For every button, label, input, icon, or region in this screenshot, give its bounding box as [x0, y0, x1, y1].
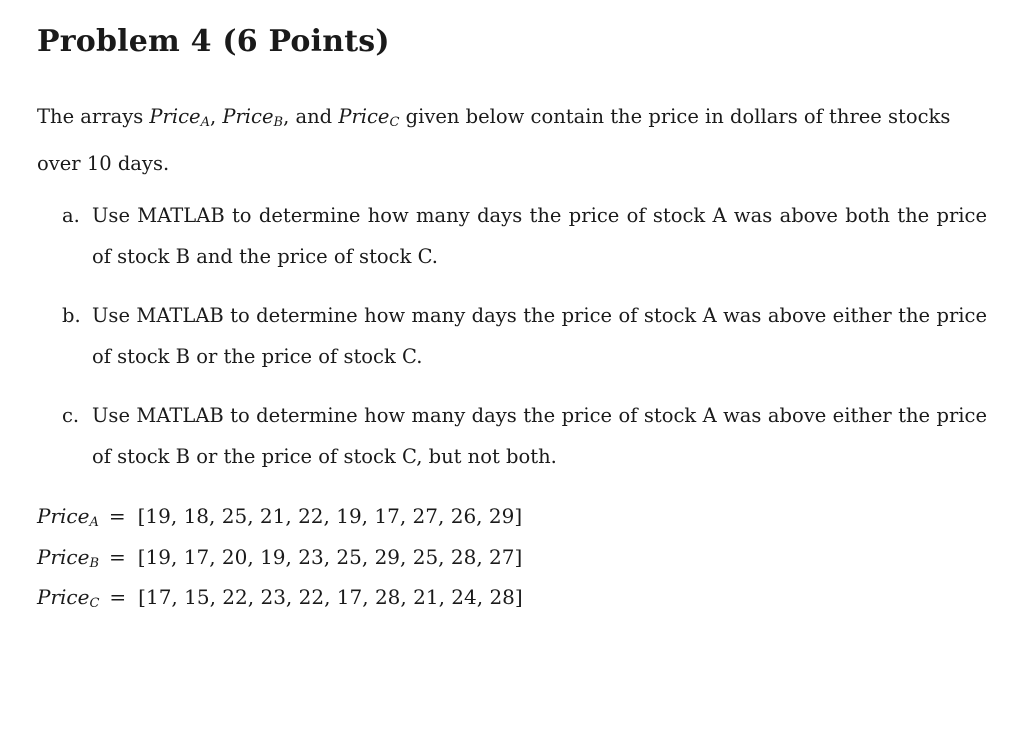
array-subscript: B — [89, 555, 100, 571]
part-letter: a. — [62, 204, 80, 227]
part-text: Use MATLAB to determine how many days the price of stock A was above either the price of stock B or the price of stock C. — [92, 304, 987, 368]
array-values: [19, 18, 25, 21, 22, 19, 17, 27, 26, 29] — [137, 504, 523, 528]
array-row — [37, 577, 523, 618]
array-name: Price — [37, 585, 90, 609]
equals-sign: = — [109, 585, 127, 609]
var-price: Price — [149, 105, 201, 128]
array-name: Price — [37, 504, 90, 528]
array-values: [19, 17, 20, 19, 23, 25, 29, 25, 28, 27] — [137, 544, 523, 569]
part-letter: c. — [62, 404, 80, 427]
array-subscript: A — [89, 515, 99, 530]
intro-lead: The arrays — [37, 105, 150, 128]
intro-separator: , and — [283, 105, 339, 128]
part-text: Use MATLAB to determine how many days the price of stock A was above either the price of stock B or the price of stock C, but not both. — [92, 404, 987, 468]
var-subscript: B — [273, 115, 284, 130]
var-price: Price — [338, 105, 390, 128]
price-arrays — [37, 496, 523, 618]
part-text: Use MATLAB to determine how many days the price of stock A was above both the price of stock B and the price of stock C. — [92, 204, 987, 268]
var-price: Price — [222, 105, 274, 128]
var-subscript: C — [389, 115, 400, 130]
question-part — [62, 396, 987, 477]
array-subscript: C — [89, 596, 100, 611]
array-row — [37, 496, 523, 537]
equals-sign: = — [109, 544, 126, 569]
part-letter: b. — [62, 304, 81, 327]
array-name: Price — [37, 544, 90, 569]
question-part — [62, 296, 987, 377]
problem-title: Problem 4 (6 Points) — [37, 24, 390, 59]
intro-paragraph — [37, 96, 987, 184]
var-subscript: A — [200, 115, 210, 130]
intro-rest: given below contain the price in dollars of three stocks over 10 days. — [37, 105, 951, 175]
question-part — [62, 196, 987, 277]
array-row — [37, 537, 523, 578]
intro-separator: , — [209, 105, 223, 128]
equals-sign: = — [108, 504, 126, 528]
question-parts-list — [62, 196, 987, 496]
array-values: [17, 15, 22, 23, 22, 17, 28, 21, 24, 28] — [138, 585, 523, 609]
